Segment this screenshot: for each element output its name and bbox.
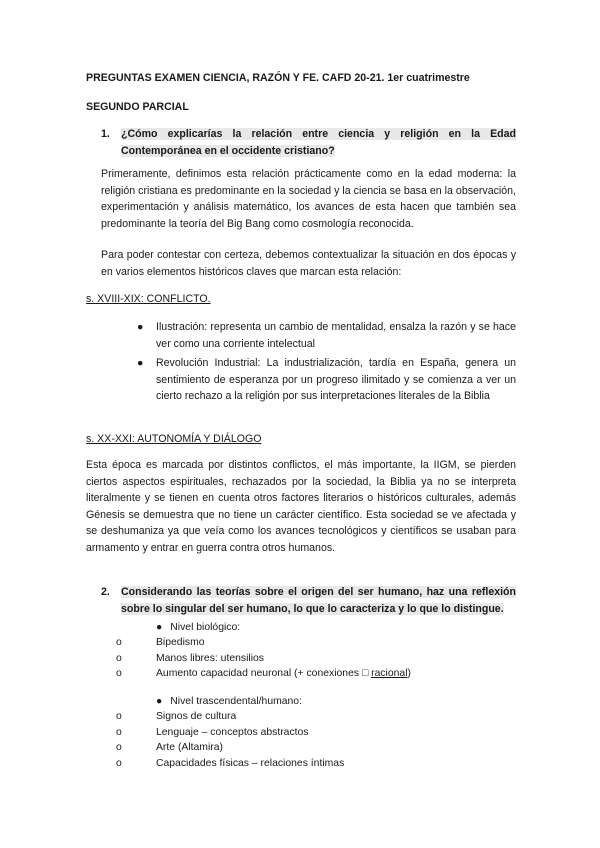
question-2-number: 2. xyxy=(101,586,110,598)
list-item xyxy=(116,756,344,772)
bullet-icon: ● xyxy=(156,696,163,707)
group1-list xyxy=(116,635,411,682)
q1-paragraph-1: Primeramente, definimos esta relación prácticamente como en la edad moderna: la religión cristiana es predominante en la sociedad y la ciencia se basa en la observación, experimentación y análisis matemático, los avances de esta hacen que también sea predominante la teoría del Big Bang como cosmología reconocida. xyxy=(101,168,516,230)
group1-heading xyxy=(156,620,240,636)
circle-bullet-icon: o xyxy=(116,637,122,648)
circle-bullet-icon: o xyxy=(116,757,122,769)
item-text: Signos de cultura xyxy=(156,711,237,722)
circle-bullet-icon: o xyxy=(116,742,122,754)
item-text: Aumento capacidad neuronal (+ conexiones xyxy=(156,668,362,680)
section-heading-conflicto: s. XVIII-XIX: CONFLICTO. xyxy=(86,293,211,305)
section1-bullet-list xyxy=(137,319,516,408)
bullet-text: Revolución Industrial: La industrialización, tardía en España, genera un sentimiento de esperanza por un progreso ilimitado y se comienza a ver un cierto rechazo a la religión por sus interpretaciones literales de la Biblia xyxy=(156,357,516,403)
section-heading-autonomia: s. XX-XXI: AUTONOMÍA Y DIÁLOGO xyxy=(86,433,262,445)
item-underlined-word: racional xyxy=(371,668,408,680)
document-subtitle: SEGUNDO PARCIAL xyxy=(86,101,189,113)
question-2-heading xyxy=(101,584,516,617)
item-text: Lenguaje – conceptos abstractos xyxy=(156,726,309,738)
bullet-icon: ● xyxy=(137,321,144,333)
group2-heading xyxy=(156,694,302,710)
q1-paragraph-2: Para poder contestar con certeza, debemos contextualizar la situación en dos épocas y en varios elementos históricos claves que marcan esta relación: xyxy=(101,249,516,278)
item-text: Manos libres: utensilios xyxy=(156,652,264,664)
box-icon: □ xyxy=(361,668,369,680)
question-1-number: 1. xyxy=(101,128,110,140)
question-1-text xyxy=(121,126,516,159)
circle-bullet-icon: o xyxy=(116,726,122,738)
list-item xyxy=(116,725,344,741)
item-text: Bipedismo xyxy=(156,637,205,648)
circle-bullet-icon: o xyxy=(116,668,122,680)
group2-list xyxy=(116,709,344,771)
question-2-text xyxy=(121,584,516,617)
list-item xyxy=(116,635,411,651)
group2-heading-text: Nivel trascendental/humano: xyxy=(170,696,302,707)
question-1-highlight: ¿Cómo explicarías la relación entre ciencia y religión en la Edad Contemporánea en el occidente cristiano? xyxy=(121,128,516,157)
section2-paragraph: Esta época es marcada por distintos conflictos, el más importante, la IIGM, se pierden ciertos aspectos espirituales, rechazados por la sociedad, la Biblia ya no se interpreta literalmente y se tienen en cuenta otros factores literarios o históricos culturales, además Génesis se demuestra que no tiene un carácter científico. Esta sociedad se ve afectada y se deshumaniza ya que veía como los avances tecnológicos y científicos se usaban para armamento y entrar en guerra contra otros humanos. xyxy=(86,459,516,554)
bullet-text: Ilustración: representa un cambio de mentalidad, ensalza la razón y se hace ver como una corriente intelectual xyxy=(156,321,516,350)
group1-heading-text: Nivel biológico: xyxy=(170,622,241,633)
circle-bullet-icon: o xyxy=(116,711,122,722)
bullet-icon: ● xyxy=(156,622,163,633)
item-text: Arte (Altamira) xyxy=(156,742,223,754)
item-text: Capacidades físicas – relaciones íntimas xyxy=(156,757,345,769)
circle-bullet-icon: o xyxy=(116,652,122,664)
item-suffix: ) xyxy=(407,668,411,680)
list-item xyxy=(116,666,411,682)
list-item xyxy=(116,740,344,756)
question-1-heading xyxy=(101,126,516,159)
list-item xyxy=(137,355,516,405)
document-title: PREGUNTAS EXAMEN CIENCIA, RAZÓN Y FE. CAFD 20-21. 1er cuatrimestre xyxy=(86,72,470,84)
list-item xyxy=(116,651,411,667)
question-2-highlight: Considerando las teorías sobre el origen del ser humano, haz una reflexión sobre lo singular del ser humano, lo que lo caracteriza y lo que lo distingue. xyxy=(121,586,516,615)
list-item xyxy=(116,709,344,725)
bullet-icon: ● xyxy=(137,357,144,370)
list-item xyxy=(137,319,516,352)
